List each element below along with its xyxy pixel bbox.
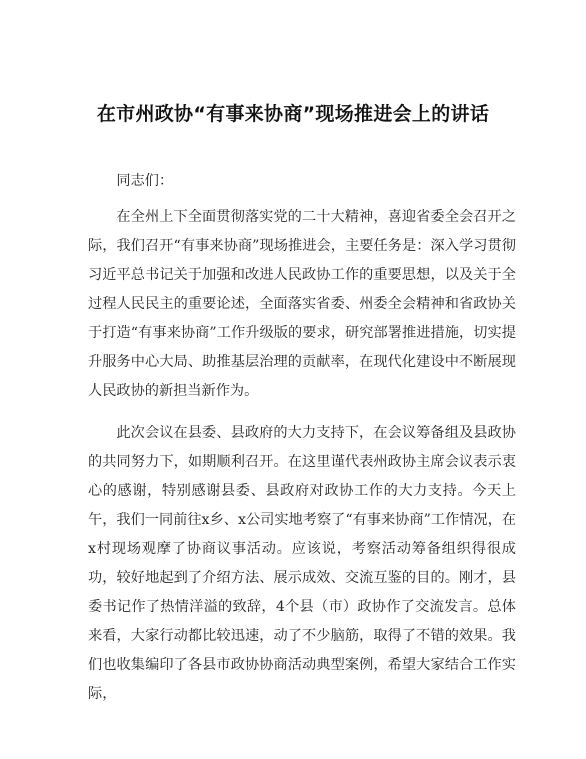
paragraph-1: 在全州上下全面贯彻落实党的二十大精神，喜迎省委全会召开之际，我们召开“有事来协商”现场推进会，主要任务是：深入学习贯彻习近平总书记关于加强和改进人民政协工作的重要思想，以及关于全过程人民民主的重要论述，全面落实省委、州委全会精神和省政协关于打造“有事来协商”工作升级版的要求，研究部署推进措施，切实提升服务中心大局、助推基层治理的贡献率，在现代化建设中不断展现人民政协的新担当新作为。 [88,209,516,399]
document-body [88,167,516,709]
paragraph-2: 此次会议在县委、县政府的大力支持下，在会议筹备组及县政协的共同努力下，如期顺利召开。在这里谨代表州政协主席会议表示衷心的感谢，特别感谢县委、县政府对政协工作的大力支持。今天上午，我们一同前往x乡、x公司实地考察了“有事来协商”工作情况，在x村现场观摩了协商议事活动。应该说，考察活动筹备组织得很成功，较好地起到了介绍方法、展示成效、交流互鉴的目的。刚才，县委书记作了热情洋溢的致辞，4个县（市）政协作了交流发言。总体来看，大家行动都比较迅速，动了不少脑筋，取得了不错的效果。我们也收集编印了各县市政协协商活动典型案例，希望大家结合工作实际， [88,425,516,702]
salutation: 同志们： [116,173,174,189]
document-title: 在市州政协“有事来协商”现场推进会上的讲话 [96,103,490,125]
